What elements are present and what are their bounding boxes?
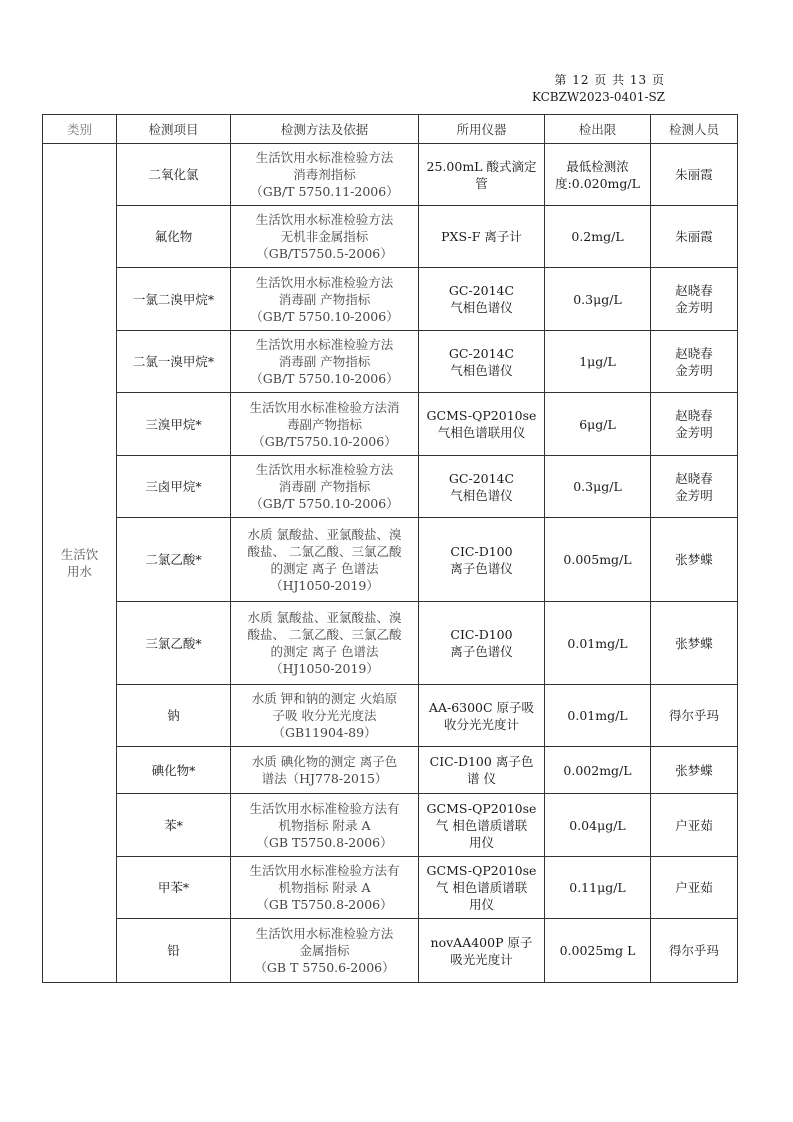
- col-header-limit: 检出限: [545, 115, 651, 144]
- method-cell: 水质 氯酸盐、亚氯酸盐、溴 酸盐、 二氯乙酸、三氯乙酸 的测定 离子 色谱法 （HJ1050-2019）: [231, 518, 419, 602]
- item-cell: 二氧化氯: [117, 144, 231, 206]
- table-row: [43, 685, 738, 747]
- col-header-staff: 检测人员: [651, 115, 738, 144]
- item-cell: 三氯乙酸*: [117, 602, 231, 685]
- item-cell: 三卤甲烷*: [117, 456, 231, 518]
- instrument-cell: CIC-D100 离子色谱仪: [419, 518, 545, 602]
- staff-cell: 朱丽霞: [651, 144, 738, 206]
- limit-cell: 0.01mg/L: [545, 685, 651, 747]
- method-cell: 生活饮用水标准检验方法 消毒副 产物指标 （GB/T 5750.10-2006）: [231, 331, 419, 393]
- staff-cell: 张梦蝶: [651, 747, 738, 794]
- limit-cell: 0.01mg/L: [545, 602, 651, 685]
- method-cell: 生活饮用水标准检验方法 金属指标 （GB T 5750.6-2006）: [231, 919, 419, 983]
- col-header-instrument: 所用仪器: [419, 115, 545, 144]
- item-cell: 一氯二溴甲烷*: [117, 268, 231, 331]
- table-row: [43, 857, 738, 919]
- col-header-item: 检测项目: [117, 115, 231, 144]
- instrument-cell: CIC-D100 离子色 谱 仪: [419, 747, 545, 794]
- page-number: 第 12 页 共 13 页: [554, 73, 665, 87]
- limit-cell: 0.11μg/L: [545, 857, 651, 919]
- col-header-category: 类别: [43, 115, 117, 144]
- item-cell: 苯*: [117, 794, 231, 857]
- staff-cell: 户亚茹: [651, 794, 738, 857]
- instrument-cell: GCMS-QP2010se 气相色谱联用仪: [419, 393, 545, 456]
- table-row: [43, 331, 738, 393]
- instrument-cell: CIC-D100 离子色谱仪: [419, 602, 545, 685]
- limit-cell: 0.0025mg L: [545, 919, 651, 983]
- limit-cell: 0.3μg/L: [545, 268, 651, 331]
- limit-cell: 0.005mg/L: [545, 518, 651, 602]
- method-cell: 水质 碘化物的测定 离子色 谱法（HJ778-2015）: [231, 747, 419, 794]
- method-cell: 生活饮用水标准检验方法 消毒副 产物指标 （GB/T 5750.10-2006）: [231, 268, 419, 331]
- table-header-row: [43, 115, 738, 144]
- report-number: KCBZW2023-0401-SZ: [531, 90, 665, 104]
- method-cell: 水质 氯酸盐、亚氯酸盐、溴 酸盐、 二氯乙酸、三氯乙酸 的测定 离子 色谱法 （HJ1050-2019）: [231, 602, 419, 685]
- table-row: [43, 794, 738, 857]
- item-cell: 甲苯*: [117, 857, 231, 919]
- staff-cell: 赵晓春 金芳明: [651, 456, 738, 518]
- instrument-cell: GC-2014C 气相色谱仪: [419, 268, 545, 331]
- staff-cell: 赵晓春 金芳明: [651, 331, 738, 393]
- table-row: [43, 518, 738, 602]
- instrument-cell: PXS-F 离子计: [419, 206, 545, 268]
- item-cell: 三溴甲烷*: [117, 393, 231, 456]
- staff-cell: 得尔乎玛: [651, 919, 738, 983]
- limit-cell: 0.04μg/L: [545, 794, 651, 857]
- method-cell: 生活饮用水标准检验方法 消毒副 产物指标 （GB/T 5750.10-2006）: [231, 456, 419, 518]
- item-cell: 二氯一溴甲烷*: [117, 331, 231, 393]
- test-methods-table: [42, 114, 738, 983]
- instrument-cell: AA-6300C 原子吸 收分光光度计: [419, 685, 545, 747]
- instrument-cell: novAA400P 原子 吸光光度计: [419, 919, 545, 983]
- col-header-method: 检测方法及依据: [231, 115, 419, 144]
- method-cell: 生活饮用水标准检验方法 无机非金属指标 （GB/T5750.5-2006）: [231, 206, 419, 268]
- category-cell: 生活饮 用水: [43, 144, 117, 983]
- item-cell: 铅: [117, 919, 231, 983]
- staff-cell: 赵晓春 金芳明: [651, 268, 738, 331]
- limit-cell: 0.3μg/L: [545, 456, 651, 518]
- staff-cell: 赵晓春 金芳明: [651, 393, 738, 456]
- item-cell: 氟化物: [117, 206, 231, 268]
- limit-cell: 1μg/L: [545, 331, 651, 393]
- method-cell: 生活饮用水标准检验方法有 机物指标 附录 A （GB T5750.8-2006）: [231, 857, 419, 919]
- table-row: [43, 393, 738, 456]
- staff-cell: 户亚茹: [651, 857, 738, 919]
- page-header: [532, 72, 665, 106]
- staff-cell: 张梦蝶: [651, 602, 738, 685]
- table-row: [43, 206, 738, 268]
- table-row: [43, 456, 738, 518]
- limit-cell: 0.2mg/L: [545, 206, 651, 268]
- item-cell: 碘化物*: [117, 747, 231, 794]
- instrument-cell: GCMS-QP2010se 气 相色谱质谱联 用仪: [419, 857, 545, 919]
- instrument-cell: 25.00mL 酸式滴定 管: [419, 144, 545, 206]
- instrument-cell: GC-2014C 气相色谱仪: [419, 331, 545, 393]
- limit-cell: 0.002mg/L: [545, 747, 651, 794]
- staff-cell: 朱丽霞: [651, 206, 738, 268]
- method-cell: 生活饮用水标准检验方法 消毒剂指标 （GB/T 5750.11-2006）: [231, 144, 419, 206]
- table-row: [43, 602, 738, 685]
- method-cell: 生活饮用水标准检验方法消 毒副产物指标 （GB/T5750.10-2006）: [231, 393, 419, 456]
- instrument-cell: GC-2014C 气相色谱仪: [419, 456, 545, 518]
- table-row: [43, 144, 738, 206]
- table-row: [43, 747, 738, 794]
- item-cell: 二氯乙酸*: [117, 518, 231, 602]
- method-cell: 生活饮用水标准检验方法有 机物指标 附录 A （GB T5750.8-2006）: [231, 794, 419, 857]
- table-row: [43, 919, 738, 983]
- staff-cell: 得尔乎玛: [651, 685, 738, 747]
- staff-cell: 张梦蝶: [651, 518, 738, 602]
- limit-cell: 最低检测浓 度:0.020mg/L: [545, 144, 651, 206]
- item-cell: 钠: [117, 685, 231, 747]
- table-body: [43, 144, 738, 983]
- instrument-cell: GCMS-QP2010se 气 相色谱质谱联 用仪: [419, 794, 545, 857]
- limit-cell: 6μg/L: [545, 393, 651, 456]
- table-row: [43, 268, 738, 331]
- method-cell: 水质 钾和钠的测定 火焰原 子吸 收分光光度法 （GB11904-89）: [231, 685, 419, 747]
